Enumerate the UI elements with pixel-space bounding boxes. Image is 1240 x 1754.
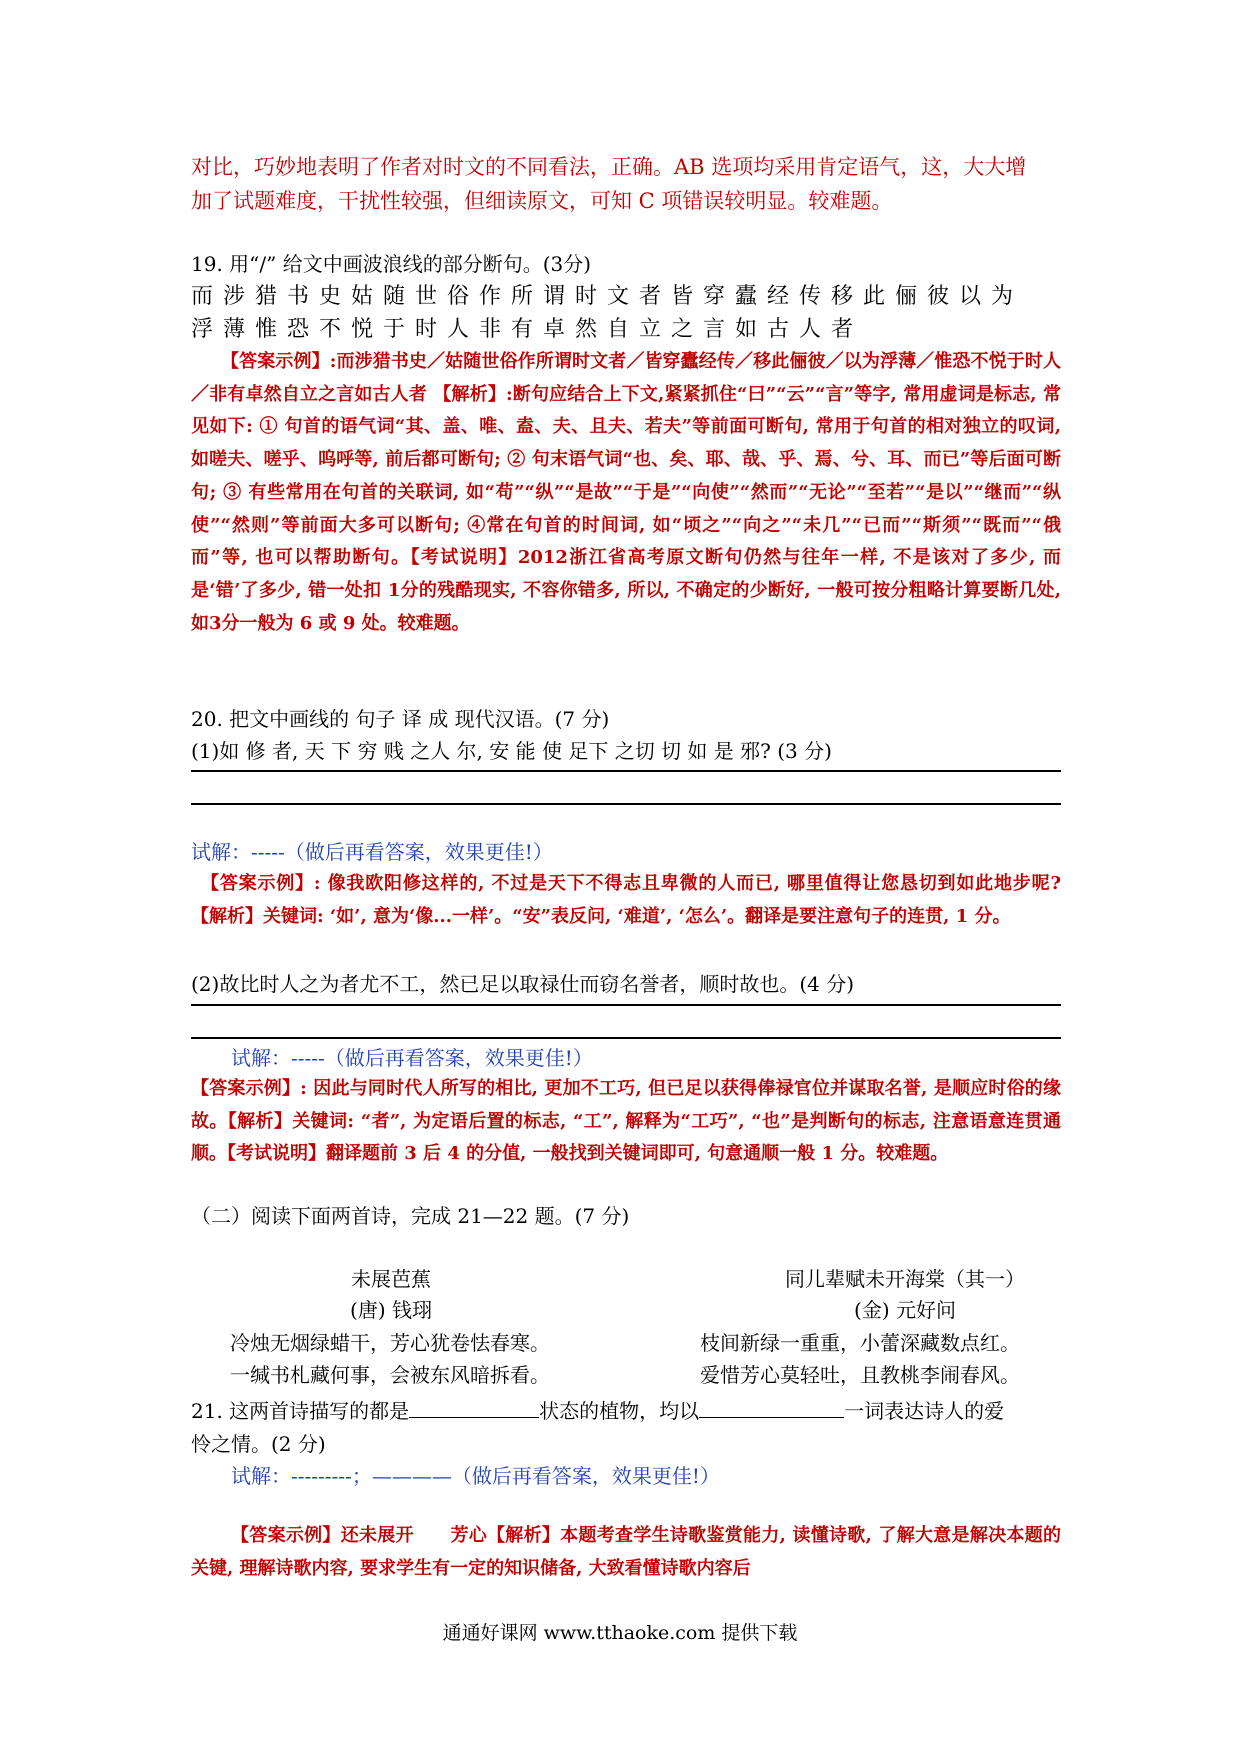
q20-answer-2: 【答案示例】: 因此与同时代人所写的相比, 更加不工巧, 但已足以获得俸禄官位并谋取名誉, 是顺应时俗的缘故。【解析】关键词: “者”, 为定语后置的标志, “工”, 解释为“工巧”, “也”是判断句的标志, 注意语意连贯通顺。【考试说明】翻译题前 3 后 4 的分值, 一般找到关键词即可, 句意通顺一般 1 分。较难题。 bbox=[191, 1078, 1061, 1165]
poem1-author: (唐) 钱珝 bbox=[350, 1298, 432, 1322]
answer-line bbox=[191, 1004, 1061, 1006]
poem2-author: (金) 元好问 bbox=[854, 1298, 956, 1322]
poem1-title: 未展芭蕉 bbox=[351, 1267, 431, 1291]
q19-text-line-1: 而涉猎书史姑随世俗作所谓时文者皆穿蠹经传移此俪彼以为 bbox=[191, 284, 1024, 309]
poem2-line-1: 枝间新绿一重重，小蕾深藏数点红。 bbox=[700, 1331, 1020, 1355]
q19-answer: 【答案示例】:而涉猎书史／姑随世俗作所谓时文者／皆穿蠹经传／移此俪彼／以为浮薄／惟恐不悦于时人／非有卓然自立之言如古人者 【解析】:断句应结合上下文,紧紧抓住“曰”“云”“言”等字, 常用虚词是标志, 常见如下: ① 句首的语气词“其、盖、唯、盍、夫、且夫、若夫”等前面可断句, 常用于句首的相对独立的叹词, 如嗟夫、嗟乎、呜呼等, 前后都可断句; ② 句末语气词“也、矣、耶、哉、乎、焉、兮、耳、而已”等后面可断句; ③ 有些常用在句首的关联词, 如“苟”“纵”“是故”“于是”“向使”“然而”“无论”“至若”“是以”“继而”“纵使”“然则”等前面大多可以断句; ④常在句首的时间词, 如“顷之”“向之”“未几”“已而”“斯须”“既而”“俄而”等, 也可以帮助断句。【考试说明】2012浙江省高考原文断句仍然与往年一样, 不是该对了多少, 而是‘错’了多少, 错一处扣 1分的残酷现实, 不容你错多, 所以, 不确定的少断好, 一般可按分粗略计算要断几处, 如3分一般为 6 或 9 处。较难题。 bbox=[191, 351, 1061, 634]
q21-question bbox=[191, 1393, 1061, 1429]
poem1-line-2: 一缄书札藏何事，会被东风暗拆看。 bbox=[230, 1363, 550, 1387]
q21-answer: 【答案示例】还未展开 芳心【解析】本题考查学生诗歌鉴赏能力, 读懂诗歌, 了解大意是解决本题的关键, 理解诗歌内容, 要求学生有一定的知识储备, 大致看懂诗歌内容后 bbox=[191, 1525, 1061, 1579]
q20-sub1: (1)如 修 者, 天 下 穷 贱 之人 尔, 安 能 使 足下 之切 切 如 是 邪? (3 分) bbox=[191, 739, 832, 763]
section2-title: （二）阅读下面两首诗，完成 21—22 题。(7 分) bbox=[191, 1204, 630, 1228]
q21-part-1: 21. 这两首诗描写的都是 bbox=[191, 1399, 410, 1423]
poem1-line-1: 冷烛无烟绿蜡干，芳心犹卷怯春寒。 bbox=[230, 1331, 550, 1355]
q19-title: 19. 用“/” 给文中画波浪线的部分断句。(3分) bbox=[191, 252, 592, 276]
q19-text-line-2: 浮薄惟恐不悦于时人非有卓然自立之言如古人者 bbox=[191, 317, 864, 342]
page-footer: 通通好课网 www.tthaoke.com 提供下载 bbox=[442, 1622, 798, 1644]
intro-line-1: 对比，巧妙地表明了作者对时文的不同看法，正确。AB 选项均采用肯定语气，这，大大增 bbox=[191, 155, 1027, 179]
q21-line-2: 怜之情。(2 分) bbox=[191, 1432, 326, 1456]
intro-line-2: 加了试题难度，干扰性较强，但细读原文，可知 C 项错误较明显。较难题。 bbox=[191, 189, 893, 213]
q20-answer-1: 【答案示例】: 像我欧阳修这样的, 不过是天下不得志且卑微的人而已, 哪里值得让您恳切到如此地步呢? 【解析】关键词: ‘如’, 意为‘像...一样’。“安”表反问, ‘难道’, ‘怎么’。翻译是要注意句子的连贯, 1 分。 bbox=[191, 873, 1061, 927]
answer-line bbox=[191, 770, 1061, 772]
poem2-line-2: 爱惜芳心莫轻吐，且教桃李闹春风。 bbox=[700, 1363, 1020, 1387]
q20-try-2: 试解：-----（做后再看答案，效果更佳!） bbox=[231, 1046, 593, 1070]
q20-try-1: 试解：-----（做后再看答案，效果更佳!） bbox=[191, 840, 553, 864]
q21-try: 试解：---------；————（做后再看答案，效果更佳!） bbox=[231, 1464, 720, 1488]
answer-line bbox=[191, 803, 1061, 805]
q20-title: 20. 把文中画线的 句子 译 成 现代汉语。(7 分) bbox=[191, 707, 610, 731]
poem2-title: 同儿辈赋未开海棠（其一） bbox=[785, 1267, 1025, 1291]
q21-blank-2[interactable] bbox=[699, 1395, 844, 1418]
q20-sub2: (2)故比时人之为者尤不工，然已足以取禄仕而窃名誉者，顺时故也。(4 分) bbox=[191, 972, 855, 996]
answer-line bbox=[191, 1037, 1061, 1039]
q21-part-3: 一词表达诗人的爱 bbox=[844, 1399, 1005, 1423]
q21-blank-1[interactable] bbox=[409, 1395, 539, 1418]
q21-part-2: 状态的植物，均以 bbox=[539, 1399, 700, 1423]
